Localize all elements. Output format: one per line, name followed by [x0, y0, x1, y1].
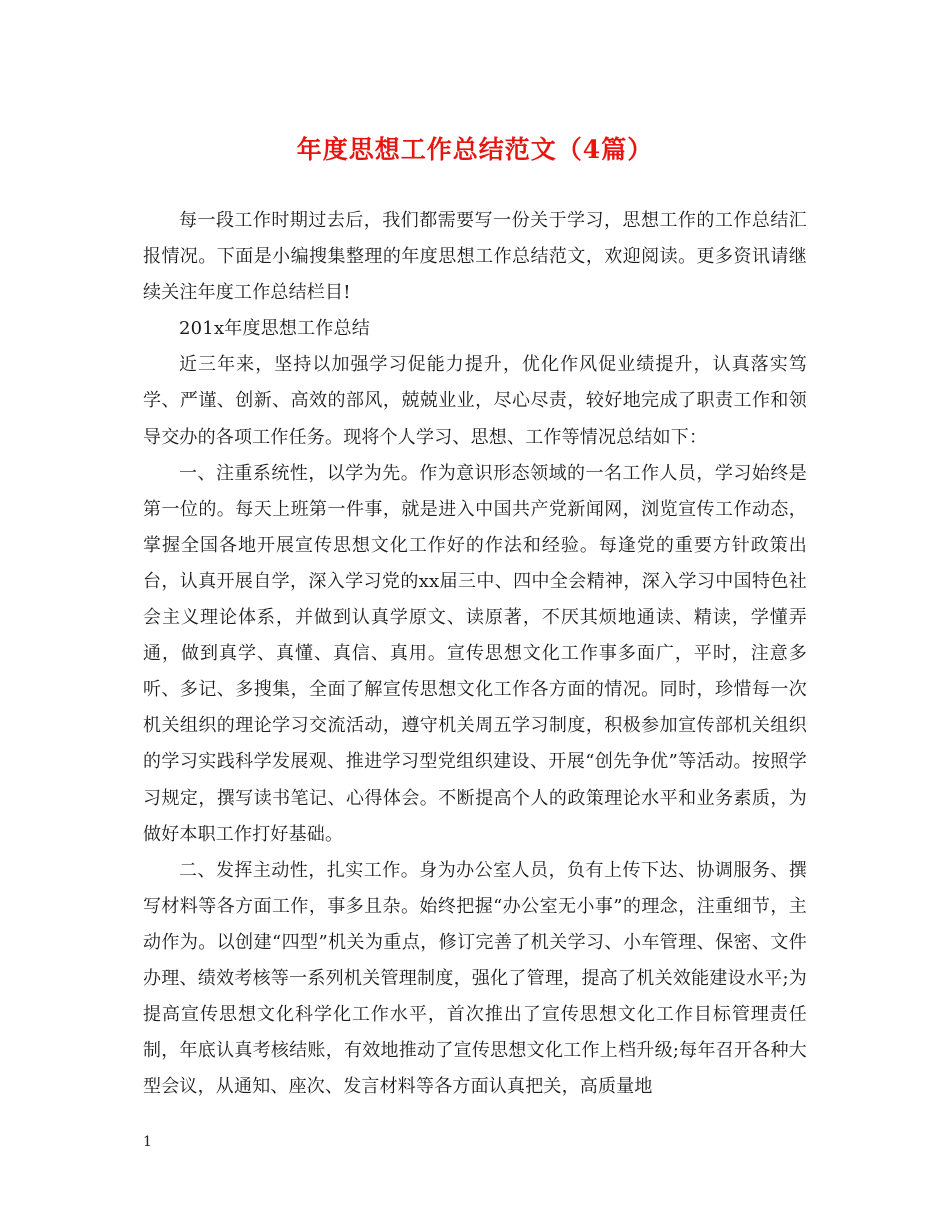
body-paragraph: 近三年来，坚持以加强学习促能力提升，优化作风促业绩提升，认真落实笃学、严谨、创新、高效的部风，兢兢业业，尽心尽责，较好地完成了职责工作和领导交办的各项工作任务。现将个人学习、思想、工作等情况总结如下：	[143, 354, 807, 448]
body-paragraph: 二、发挥主动性，扎实工作。身为办公室人员，负有上传下达、协调服务、撰写材料等各方面工作，事多且杂。始终把握“办公室无小事”的理念，注重细节，主动作为。以创建“四型”机关为重点，修订完善了机关学习、小车管理、保密、文件办理、绩效考核等一系列机关管理制度，强化了管理，提高了机关效能建设水平;为提高宣传思想文化科学化工作水平，首次推出了宣传思想文化工作目标管理责任制，年底认真考核结账，有效地推动了宣传思想文化工作上档升级;每年召开各种大型会议，从通知、座次、发言材料等各方面认真把关，高质量地	[143, 859, 807, 1098]
section-heading: 201x年度思想工作总结	[179, 318, 370, 340]
intro-paragraph: 每一段工作时期过去后，我们都需要写一份关于学习，思想工作的工作总结汇报情况。下面是小编搜集整理的年度思想工作总结范文，欢迎阅读。更多资讯请继续关注年度工作总结栏目!	[143, 210, 807, 304]
document-body	[143, 203, 807, 1105]
page-number: 1	[143, 1134, 152, 1150]
document-title: 年度思想工作总结范文（4篇）	[296, 135, 654, 164]
body-paragraph: 一、注重系统性，以学为先。作为意识形态领域的一名工作人员，学习始终是第一位的。每天上班第一件事，就是进入中国共产党新闻网，浏览宣传工作动态，掌握全国各地开展宣传思想文化工作好的作法和经验。每逢党的重要方针政策出台，认真开展自学，深入学习党的xx届三中、四中全会精神，深入学习中国特色社会主义理论体系，并做到认真学原文、读原著，不厌其烦地通读、精读，学懂弄通，做到真学、真懂、真信、真用。宣传思想文化工作事多面广，平时，注意多听、多记、多搜集，全面了解宣传思想文化工作各方面的情况。同时，珍惜每一次机关组织的理论学习交流活动，遵守机关周五学习制度，积极参加宣传部机关组织的学习实践科学发展观、推进学习型党组织建设、开展“创先争优”等活动。按照学习规定，撰写读书笔记、心得体会。不断提高个人的政策理论水平和业务素质，为做好本职工作打好基础。	[143, 462, 807, 845]
